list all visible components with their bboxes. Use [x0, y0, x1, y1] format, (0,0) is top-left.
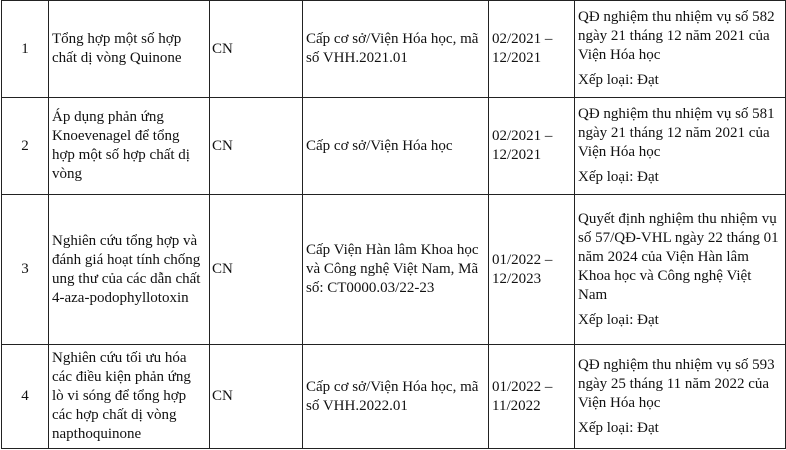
project-role: CN: [210, 1, 303, 98]
project-result: [575, 1, 786, 98]
project-period: 01/2022 – 11/2022: [489, 345, 575, 449]
table-row: [2, 195, 786, 345]
row-number: 1: [2, 1, 49, 98]
project-role: CN: [210, 98, 303, 195]
project-role: CN: [210, 345, 303, 449]
project-period: 01/2022 – 12/2023: [489, 195, 575, 345]
project-title: Tổng hợp một số hợp chất dị vòng Quinone: [49, 1, 210, 98]
rating: Xếp loại: Đạt: [578, 311, 659, 328]
row-number: 2: [2, 98, 49, 195]
project-title: Nghiên cứu tổng hợp và đánh giá hoạt tính chống ung thư của các dẫn chất 4-aza-podophyllotoxin: [49, 195, 210, 345]
project-role: CN: [210, 195, 303, 345]
project-level: Cấp cơ sở/Viện Hóa học, mã số VHH.2022.01: [303, 345, 489, 449]
acceptance-decision: QĐ nghiệm thu nhiệm vụ số 581 ngày 21 tháng 12 năm 2021 của Viện Hóa học: [578, 106, 775, 160]
project-title: Nghiên cứu tối ưu hóa các điều kiện phản ứng lò vi sóng để tổng hợp các hợp chất dị vòng napthoquinone: [49, 345, 210, 449]
projects-table: [1, 0, 786, 449]
table-row: [2, 345, 786, 449]
project-level: Cấp cơ sở/Viện Hóa học: [303, 98, 489, 195]
rating: Xếp loại: Đạt: [578, 169, 659, 185]
row-number: 4: [2, 345, 49, 449]
acceptance-decision: Quyết định nghiệm thu nhiệm vụ số 57/QĐ-VHL ngày 22 tháng 01 năm 2024 của Viện Hàn lâm Khoa học và Công nghệ Việt Nam: [578, 210, 779, 303]
project-result: [575, 195, 786, 345]
table-row: [2, 98, 786, 195]
project-title: Áp dụng phản ứng Knoevenagel để tổng hợp một số hợp chất dị vòng: [49, 98, 210, 195]
table-row: [2, 1, 786, 98]
row-number: 3: [2, 195, 49, 345]
rating: Xếp loại: Đạt: [578, 419, 659, 436]
project-result: [575, 98, 786, 195]
project-period: 02/2021 – 12/2021: [489, 1, 575, 98]
acceptance-decision: QĐ nghiệm thu nhiệm vụ số 593 ngày 25 tháng 11 năm 2022 của Viện Hóa học: [578, 356, 775, 411]
project-level: Cấp cơ sở/Viện Hóa học, mã số VHH.2021.01: [303, 1, 489, 98]
project-level: Cấp Viện Hàn lâm Khoa học và Công nghệ Việt Nam, Mã số: CT0000.03/22-23: [303, 195, 489, 345]
rating: Xếp loại: Đạt: [578, 72, 659, 88]
project-period: 02/2021 – 12/2021: [489, 98, 575, 195]
project-result: [575, 345, 786, 449]
acceptance-decision: QĐ nghiệm thu nhiệm vụ số 582 ngày 21 tháng 12 năm 2021 của Viện Hóa học: [578, 9, 775, 63]
